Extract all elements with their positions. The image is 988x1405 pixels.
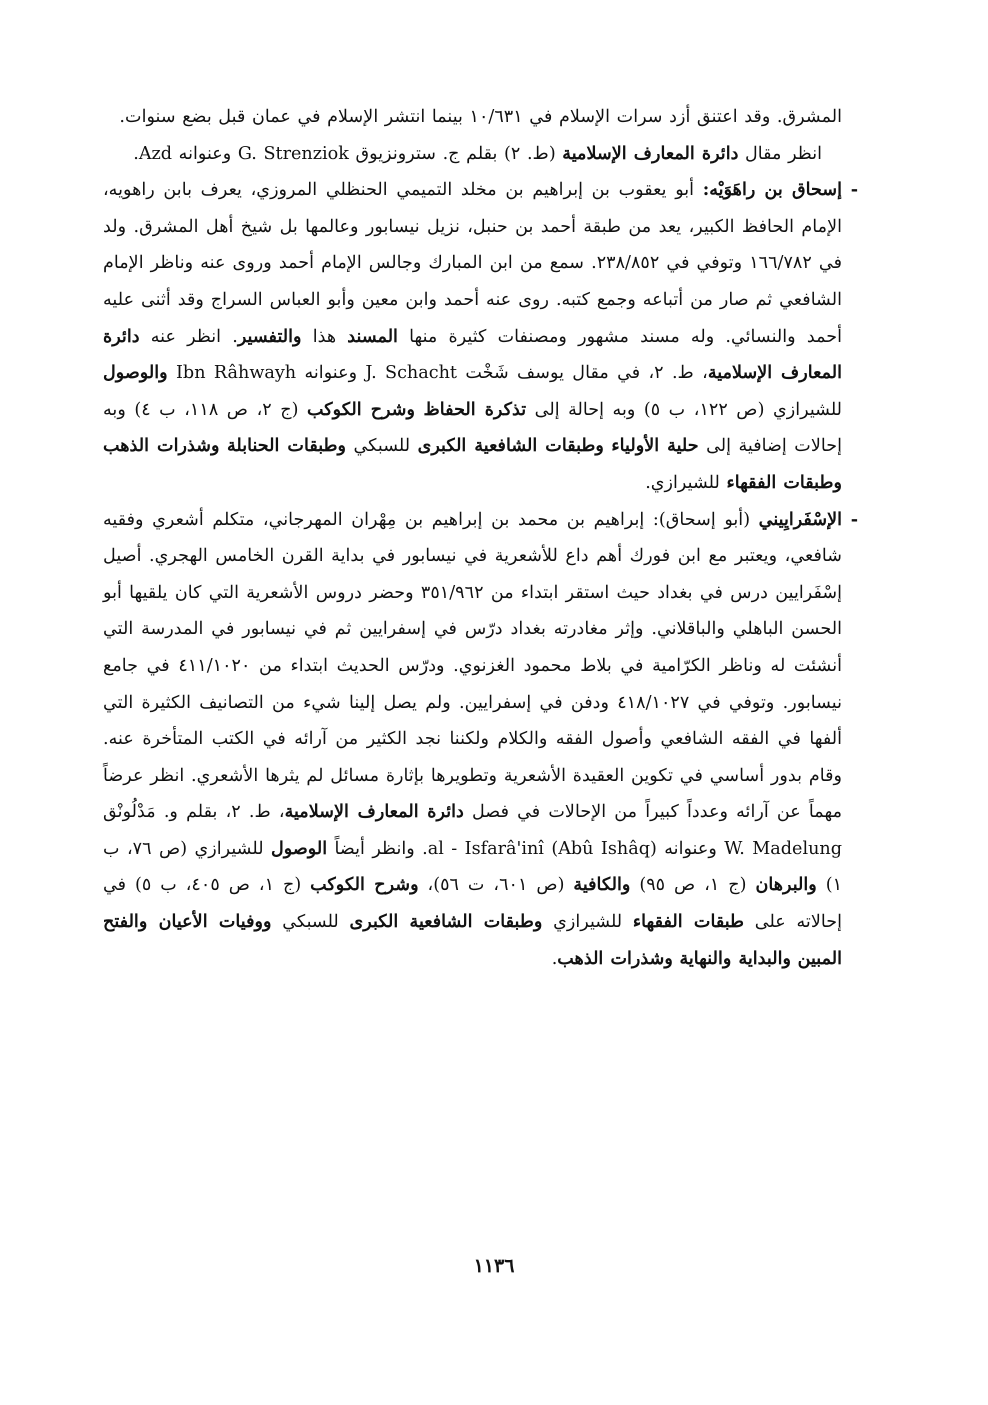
book-title: المسند — [347, 325, 398, 347]
reference-paragraph — [103, 136, 842, 173]
entry-text: وعنوانه — [656, 838, 725, 859]
entry-text: للسبكي — [346, 436, 418, 457]
entry-text: . انظر عنه — [139, 326, 238, 347]
entry-text: . وانظر أيضاً — [327, 838, 428, 859]
entry-text: للشيرازي — [542, 912, 633, 933]
article-latin: Ibn Râhwayh — [175, 363, 297, 384]
entry-dash: - — [850, 179, 858, 201]
book-title: والتفسير — [237, 325, 302, 347]
entry-text: ، ط. ٢، في مقال يوسف شَخْت — [457, 363, 708, 384]
book-title: وشرح الكوكب — [310, 874, 419, 896]
ref-title: دائرة المعارف الإسلامية — [562, 142, 739, 164]
entry-text: للسبكي — [271, 912, 350, 933]
author-latin: W. Madelung — [724, 838, 842, 859]
ref-text: . — [133, 143, 139, 164]
book-title: ووفيات الأعيان والفتح المبين — [103, 911, 842, 969]
entry-text: للشيرازي. — [645, 472, 727, 493]
entry-text: وعنوانه — [296, 363, 366, 384]
book-title: حلية الأولياء — [611, 435, 699, 457]
entry-text: . — [551, 948, 558, 969]
entry-text — [791, 949, 798, 969]
ref-article-latin: Azd — [138, 143, 173, 164]
book-title: والوصول — [103, 362, 168, 384]
intro-paragraph — [103, 99, 842, 136]
book-title: والكافية — [573, 874, 631, 896]
entry-text: (ص ٦٠١، ت ٥٦)، — [418, 875, 574, 896]
book-title: وطبقات الفقهاء — [726, 471, 842, 493]
book-title: والبداية والنهاية — [679, 947, 791, 969]
ref-text: وعنوانه — [172, 143, 238, 164]
book-title: وطبقات الحنابلة — [226, 435, 347, 457]
intro-text: المشرق. وقد اعتنق أزد سرات الإسلام في ١٠/٦٣١ بينما انتشر الإسلام في عمان قبل بضع سنوات. — [119, 107, 842, 127]
entry-text: (ج ٢، ص ١١٨، ب ٤) وبه إحالات إضافية إلى — [103, 399, 843, 457]
article-latin: al - Isfarâ'inî (Abû Ishâq) — [427, 838, 657, 859]
entry-text: (أبو إسحاق): إبراهيم بن محمد بن إبراهيم بن مِهْران المهرجاني، متكلم أشعري وفقيه شافعي، ويعتبر مع ابن فورك أهم داع للأشعرية في نيسابور في بداية القرن الخامس الهجري. أصيل إسْفَرايين درس في بغداد حيث استقر ابتداء من ٣٥١/٩٦٢ وحضر دروس الأشعرية التي كان يلقيها أبو الحسن الباهلي والباقلاني. وإثر مغادرته بغداد درّس في إسفرايين ثم في نيسابور في المدرسة التي أنشئت له وناظر الكرّامية في بلاط محمود الغزنوي. ودرّس الحديث ابتداء من ٤١١/١٠٢٠ في جامع نيسابور. وتوفي في ٤١٨/١٠٢٧ ودفن في إسفرايين. ولم يصل إلينا شيء من التصانيف الكثيرة التي ألفها في الفقه الشافعي وأصول الفقه والكلام ولكننا نجد الكثير من آرائه في الكتب المتأخرة عنه. وقام بدور أساسي في تكوين العقيدة الأشعرية وتطويرها بإثارة مسائل لم يثرها الأشعري. انظر عرضاً مهماً عن آرائه وعدداً كبيراً من الإحالات في فصل — [103, 509, 842, 823]
book-title: وشذرات الذهب — [103, 435, 220, 457]
entry-text: ، ط. ٢، بقلم و. مَدْلُونْق — [103, 802, 285, 823]
book-title: وطبقات الشافعية الكبرى — [417, 435, 604, 457]
entry-headword: إسحاق بن راهَوَيْه: — [702, 179, 842, 201]
entry-text: هذا — [301, 326, 348, 347]
ref-text: انظر مقال — [738, 143, 822, 164]
entry-al-isfaraini — [103, 502, 858, 978]
entry-text — [415, 400, 424, 420]
entry-headword: الإسْفَرايِيني — [758, 508, 842, 530]
entry-text: للشيرازي (ص ٧٦، ب ١) — [103, 838, 843, 896]
book-title: وشرح الكوكب — [306, 398, 416, 420]
book-title: والبرهان — [755, 874, 817, 896]
entry-text: (ج ١، ص ٤٠٥، ب ٥) في إحالاته على — [103, 875, 842, 933]
book-title: طبقات الفقهاء — [632, 911, 745, 933]
entry-text — [219, 436, 226, 456]
book-title: وشذرات الذهب — [557, 947, 673, 969]
entry-ishaq-ibn-rahwayh — [103, 172, 858, 501]
entry-text: للشيرازي (ص ١٢٢، ب ٥) وبه إحالة إلى — [526, 399, 843, 420]
entry-text — [168, 363, 176, 383]
entry-text: أبو يعقوب بن إبراهيم بن مخلد التميمي الحنظلي المروزي، يعرف بابن راهويه، الإمام الحافظ الكبير، يعد من طبقة أحمد بن حنبل، نزيل نيسابور وعالمها بل شيخ أهل المشرق. ولد في ١٦٦/٧٨٢ وتوفي في ٢٣٨/٨٥٢. سمع من ابن المبارك وجالس الإمام أحمد وروى عنه وناظر الإمام الشافعي ثم صار من أتباعه وجمع كتبه. روى عنه أحمد وابن معين وأبو العباس السراج وقد أثنى عليه أحمد والنسائي. وله مسند مشهور ومصنفات كثيرة منها — [103, 180, 842, 347]
book-title: دائرة المعارف الإسلامية — [103, 325, 843, 384]
book-title: الوصول — [270, 837, 328, 859]
entry-dash: - — [850, 508, 858, 530]
author-latin: J. Schacht — [365, 363, 458, 384]
book-title: دائرة المعارف الإسلامية — [284, 801, 464, 823]
book-title: وطبقات الشافعية الكبرى — [349, 911, 543, 933]
book-title: تذكرة الحفاظ — [423, 398, 527, 420]
page-number: ١١٣٦ — [473, 1255, 515, 1277]
body-text — [103, 99, 858, 977]
ref-text: (ط. ٢) بقلم ج. سترونزيوق — [348, 143, 563, 164]
entry-text: (ج ١، ص ٩٥) — [630, 875, 756, 896]
ref-author-latin: G. Strenziok — [237, 143, 349, 164]
